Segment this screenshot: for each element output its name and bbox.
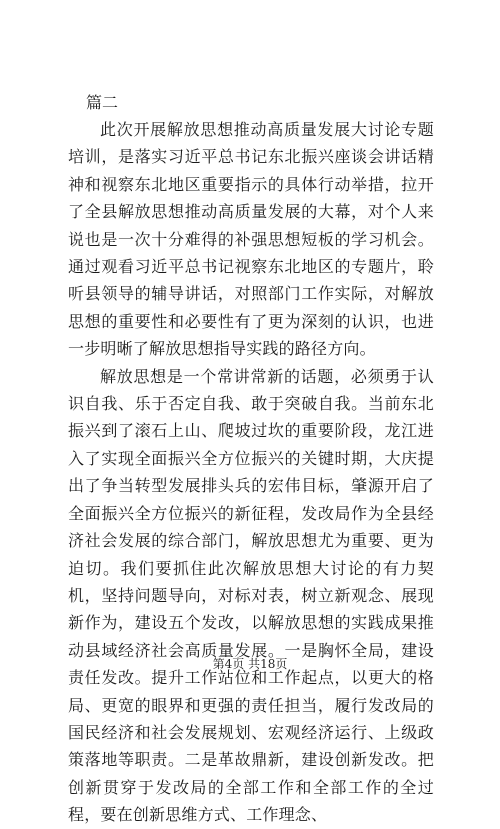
section-heading: 篇二: [86, 93, 119, 112]
paragraph-1: 此次开展解放思想推动高质量发展大讨论专题培训，是落实习近平总书记东北振兴座谈会讲话精神和视察东北地区重要指示的具体行动举措，拉开了全县解放思想推动高质量发展的大幕，对个人来说也是一次十分难得的补强思想短板的学习机会。通过观看习近平总书记视察东北地区的专题片，聆听县领导的辅导讲话，对照部门工作实际，对解放思想的重要性和必要性有了更为深刻的认识，也进一步明晰了解放思想指导实践的路径方向。: [68, 120, 434, 359]
paragraph-2: 解放思想是一个常讲常新的话题，必须勇于认识自我、乐于否定自我、敢于突破自我。当前东北振兴到了滚石上山、爬坡过坎的重要阶段，龙江进入了实现全面振兴全方位振兴的关键时期，大庆提出了争当转型发展排头兵的宏伟目标，肇源开启了全面振兴全方位振兴的新征程，发改局作为全县经济社会发展的综合部门，解放思想尤为重要、更为迫切。我们要抓住此次解放思想大讨论的有力契机，坚持问题导向，对标对表，树立新观念、展现新作为，建设五个发改，以解放思想的实践成果推动县域经济社会高质量发展。一是胸怀全局，建设责任发改。提升工作站位和工作起点，以更大的格局、更宽的眼界和更强的责任担当，履行发改局的国民经济和社会发展规划、宏观经济运行、上级政策落地等职责。二是革故鼎新，建设创新发改。把创新贯穿于发改局的全部工作和全部工作的全过程，要在创新思维方式、工作理念、: [68, 366, 434, 825]
body-text: [68, 116, 434, 829]
page-number-footer: 第4页 共18页: [212, 657, 288, 671]
